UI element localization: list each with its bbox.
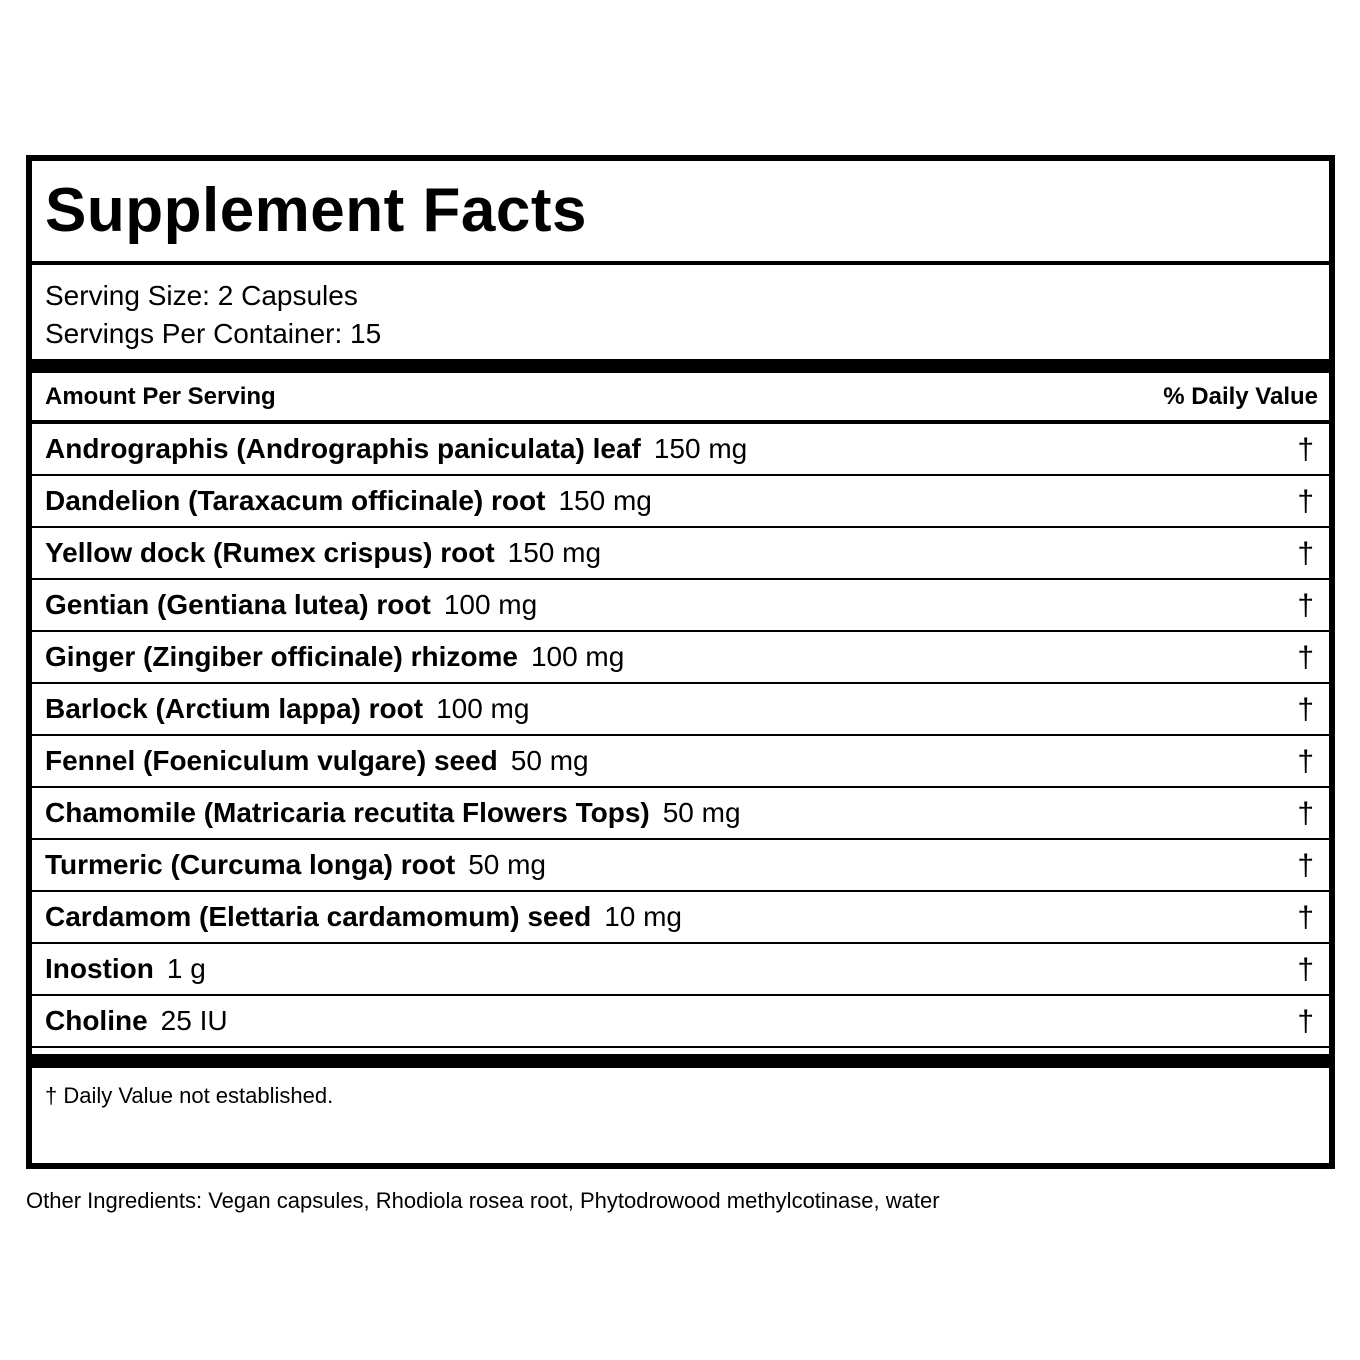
panel-title: Supplement Facts (45, 176, 587, 245)
ingredient-name: Turmeric (Curcuma longa) root (45, 849, 456, 880)
ingredient-name: Gentian (Gentiana lutea) root (45, 589, 431, 620)
ingredient-row (32, 736, 1329, 788)
ingredient-row (32, 424, 1329, 476)
ingredient-amount: 50 mg (510, 745, 589, 776)
ingredient-name: Ginger (Zingiber officinale) rhizome (45, 641, 518, 672)
ingredient-amount: 25 IU (160, 1005, 228, 1036)
ingredient-amount: 150 mg (558, 485, 652, 516)
ingredient-text (45, 944, 206, 994)
ingredient-amount: 150 mg (653, 433, 748, 464)
ingredient-text (45, 996, 228, 1046)
ingredient-name: Fennel (Foeniculum vulgare) seed (45, 745, 498, 776)
title-divider (32, 261, 1329, 265)
ingredient-text (45, 476, 652, 526)
other-ingredients: Other Ingredients: Vegan capsules, Rhodiola rosea root, Phytodrowood methylcotinase, water (26, 1188, 940, 1213)
ingredient-amount: 50 mg (468, 849, 547, 880)
ingredient-row (32, 580, 1329, 632)
ingredient-daily-value: † (1297, 849, 1314, 882)
ingredient-row (32, 632, 1329, 684)
ingredient-daily-value: † (1297, 901, 1314, 934)
daily-value-header: % Daily Value (1163, 383, 1318, 410)
ingredient-text (45, 632, 624, 682)
ingredient-daily-value: † (1297, 693, 1314, 726)
ingredient-amount: 150 mg (507, 537, 602, 568)
ingredient-text (45, 892, 682, 942)
ingredient-amount: 50 mg (662, 797, 741, 828)
ingredient-daily-value: † (1297, 433, 1314, 466)
ingredient-list (32, 424, 1329, 1048)
ingredient-row (32, 684, 1329, 736)
ingredient-text (45, 684, 529, 734)
ingredient-text (45, 580, 537, 630)
ingredient-name: Dandelion (Taraxacum officinale) root (45, 485, 546, 516)
ingredient-name: Cardamom (Elettaria cardamomum) seed (45, 901, 592, 932)
ingredient-amount: 100 mg (530, 641, 625, 672)
ingredient-name: Choline (45, 1005, 148, 1036)
ingredient-daily-value: † (1297, 745, 1314, 778)
amount-per-serving-header: Amount Per Serving (45, 383, 276, 410)
ingredient-text (45, 788, 741, 838)
ingredient-row (32, 996, 1329, 1048)
ingredient-name: Chamomile (Matricaria recutita Flowers Tops) (45, 797, 650, 828)
ingredient-amount: 1 g (166, 953, 206, 984)
ingredient-daily-value: † (1297, 1005, 1314, 1038)
ingredient-row (32, 528, 1329, 580)
supplement-facts-panel (26, 155, 1335, 1169)
ingredient-name: Inostion (45, 953, 154, 984)
ingredient-daily-value: † (1297, 797, 1314, 830)
ingredient-text (45, 528, 601, 578)
ingredient-amount: 10 mg (604, 901, 683, 932)
serving-divider-thick (32, 359, 1329, 373)
ingredient-row (32, 476, 1329, 528)
daily-value-footnote: † Daily Value not established. (45, 1083, 334, 1108)
ingredient-daily-value: † (1297, 641, 1314, 674)
servings-per-container: Servings Per Container: 15 (45, 318, 382, 349)
ingredient-text (45, 840, 546, 890)
ingredient-text (45, 736, 589, 786)
footnote-divider-thick (32, 1054, 1329, 1068)
ingredient-row (32, 944, 1329, 996)
ingredient-name: Yellow dock (Rumex crispus) root (45, 537, 495, 568)
ingredient-amount: 100 mg (443, 589, 538, 620)
ingredient-row (32, 892, 1329, 944)
ingredient-amount: 100 mg (436, 693, 530, 724)
ingredient-daily-value: † (1297, 537, 1314, 570)
ingredient-daily-value: † (1297, 589, 1314, 622)
column-header-row (32, 373, 1329, 421)
ingredient-name: Andrographis (Andrographis paniculata) leaf (45, 433, 641, 464)
ingredient-text (45, 424, 747, 474)
ingredient-row (32, 840, 1329, 892)
ingredient-daily-value: † (1297, 953, 1314, 986)
serving-size: Serving Size: 2 Capsules (45, 280, 358, 311)
ingredient-row (32, 788, 1329, 840)
ingredient-name: Barlock (Arctium lappa) root (45, 693, 424, 724)
ingredient-daily-value: † (1297, 485, 1314, 518)
